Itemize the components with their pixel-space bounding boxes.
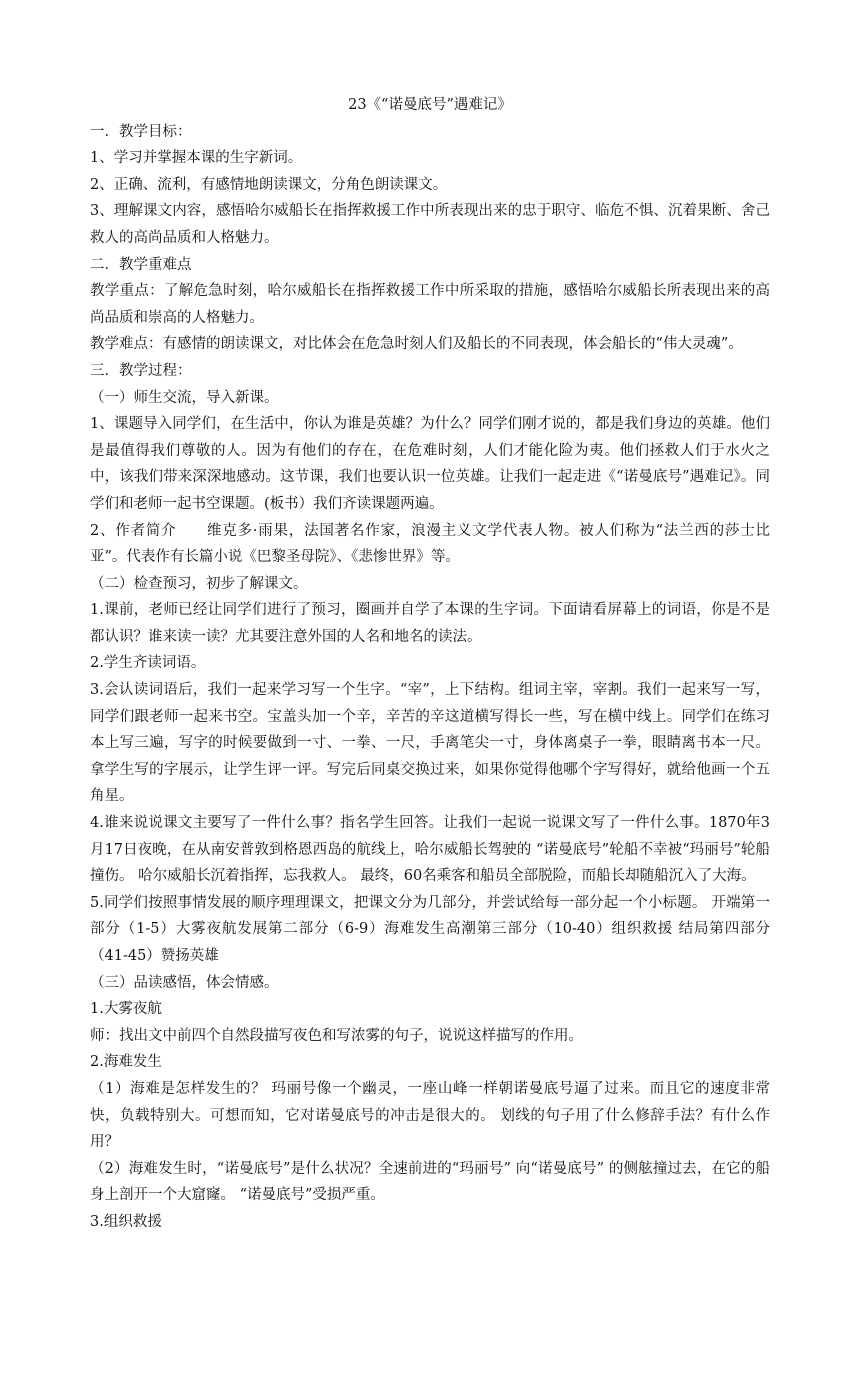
objective-item: 3、理解课文内容，感悟哈尔威船长在指挥救援工作中所表现出来的忠于职守、临危不惧、沉着果断、舍己救人的高尚品质和人格魅力。 bbox=[90, 203, 770, 246]
subsection-heading: （二）检查预习，初步了解课文。 bbox=[90, 575, 308, 592]
paragraph: 2、作者简介 维克多·雨果，法国著名作家，浪漫主义文学代表人物。被人们称为“法兰西的莎士比亚”。代表作有长篇小说《巴黎圣母院》、《悲惨世界》等。 bbox=[90, 522, 770, 566]
step-heading: 1.大雾夜航 bbox=[90, 1001, 162, 1018]
paragraph: （2）海难发生时，“诺曼底号”是什么状况？全速前进的“玛丽号” 向“诺曼底号” 的侧舷撞过去，在它的船身上剖开一个大窟窿。 “诺曼底号”受损严重。 bbox=[90, 1160, 770, 1204]
paragraph: 师：找出文中前四个自然段描写夜色和写浓雾的句子，说说这样描写的作用。 bbox=[90, 1027, 583, 1044]
section-heading-key-points: 二．教学重难点 bbox=[90, 256, 192, 273]
paragraph: 4.谁来说说课文主要写了一件什么事？指名学生回答。让我们一起说一说课文写了一件什么事。1870年3月17日夜晚，在从南安普敦到格恩西岛的航线上，哈尔威船长驾驶的 “诺曼底号”轮船不幸被“玛丽号”轮船撞伤。 哈尔威船长沉着指挥，忘我救人。 最终，60名乘客和船员全部脱险，而船长却随船沉入了大海。 bbox=[90, 815, 770, 885]
paragraph: 3.会认读词语后，我们一起来学习写一个生字。“宰”，上下结构。组词主宰，宰割。我们一起来写一写，同学们跟老师一起来书空。宝盖头加一个辛，辛苦的辛这道横写得长一些，写在横中线上。同学们在练习本上写三遍，写字的时候要做到一寸、一拳、一尺，手离笔尖一寸，身体离桌子一拳，眼睛离书本一尺。拿学生写的字展示，让学生评一评。写完后同桌交换过来，如果你觉得他哪个字写得好，就给他画一个五角星。 bbox=[90, 682, 770, 805]
paragraph: 5.同学们按照事情发展的顺序理理课文，把课文分为几部分，并尝试给每一部分起一个小标题。 开端第一部分（1-5）大雾夜航发展第二部分（6-9）海难发生高潮第三部分（10-40）组织救援 结局第四部分（41-45）赞扬英雄 bbox=[90, 894, 770, 964]
paragraph: （1）海难是怎样发生的？ 玛丽号像一个幽灵，一座山峰一样朝诺曼底号逼了过来。而且它的速度非常快，负载特别大。可想而知，它对诺曼底号的冲击是很大的。 划线的句子用了什么修辞手法？有什么作用？ bbox=[90, 1080, 770, 1151]
step-heading: 2.海难发生 bbox=[90, 1054, 162, 1071]
document-title: 23《“诺曼底号”遇难记》 bbox=[348, 97, 512, 113]
objective-item: 2、正确、流利，有感情地朗读课文，分角色朗读课文。 bbox=[90, 176, 448, 193]
section-heading-objectives: 一．教学目标： bbox=[90, 123, 192, 140]
subsection-heading: （一）师生交流，导入新课。 bbox=[90, 389, 279, 406]
teaching-difficulty: 教学难点：有感情的朗读课文，对比体会在危急时刻人们及船长的不同表现，体会船长的“伟大灵魂”。 bbox=[90, 336, 743, 353]
step-heading: 3.组织救援 bbox=[90, 1213, 162, 1230]
objective-item: 1、学习并掌握本课的生字新词。 bbox=[90, 150, 303, 167]
section-heading-process: 三．教学过程： bbox=[90, 362, 192, 379]
subsection-heading: （三）品读感悟，体会情感。 bbox=[90, 974, 279, 991]
teaching-focus: 教学重点：了解危急时刻，哈尔威船长在指挥救援工作中所采取的措施，感悟哈尔威船长所表现出来的高尚品质和崇高的人格魅力。 bbox=[90, 283, 770, 326]
paragraph: 1、课题导入同学们，在生活中，你认为谁是英雄？为什么？同学们刚才说的，都是我们身边的英雄。他们是最值得我们尊敬的人。因为有他们的存在，在危难时刻，人们才能化险为夷。他们拯救人们于水火之中，该我们带来深深地感动。这节课，我们也要认识一位英雄。让我们一起走进《“诺曼底号”遇难记》。同学们和老师一起书空课题。(板书）我们齐读课题两遍。 bbox=[90, 416, 770, 512]
paragraph: 1.课前，老师已经让同学们进行了预习，圈画并自学了本课的生字词。下面请看屏幕上的词语，你是不是都认识？谁来读一读？尤其要注意外国的人名和地名的读法。 bbox=[90, 602, 770, 645]
paragraph: 2.学生齐读词语。 bbox=[90, 655, 206, 672]
document-page bbox=[90, 92, 770, 1236]
